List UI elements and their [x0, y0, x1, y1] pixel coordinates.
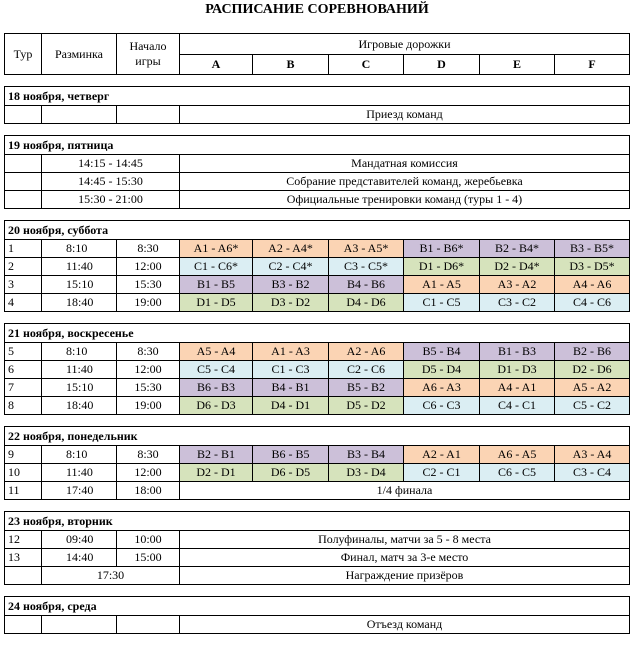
round-row: [5, 294, 630, 312]
tur-cell: [5, 155, 42, 173]
match-cell: D4 - D1: [253, 397, 329, 415]
time-range: 14:45 - 15:30: [42, 173, 180, 191]
event-row: [5, 531, 630, 549]
match-cell: D2 - D6: [555, 361, 630, 379]
page-title: РАСПИСАНИЕ СОРЕВНОВАНИЙ: [205, 2, 429, 17]
tur-cell: 7: [5, 379, 42, 397]
match-cell: B6 - B3: [180, 379, 253, 397]
tur-cell: 8: [5, 397, 42, 415]
warmup-time: 8:10: [42, 343, 117, 361]
event-row: [5, 155, 630, 173]
match-cell: A2 - A4*: [253, 240, 329, 258]
spacer-cell: [5, 500, 630, 512]
match-cell: D6 - D3: [180, 397, 253, 415]
match-cell: D3 - D4: [329, 464, 404, 482]
event-text: Награждение призёров: [180, 567, 630, 585]
day-label: 23 ноября, вторник: [5, 512, 630, 531]
match-cell: A6 - A3: [404, 379, 480, 397]
start-time: 12:00: [117, 258, 180, 276]
match-cell: B5 - B4: [404, 343, 480, 361]
start-time: 15:30: [117, 276, 180, 294]
round-row: [5, 258, 630, 276]
spacer-cell: [5, 75, 630, 87]
lane-b: B: [253, 55, 329, 75]
match-cell: C1 - C3: [253, 361, 329, 379]
round-row: [5, 343, 630, 361]
start-time: 12:00: [117, 361, 180, 379]
match-cell: D6 - D5: [253, 464, 329, 482]
event-row: [5, 191, 630, 209]
start-time: 19:00: [117, 397, 180, 415]
day-label: 24 ноября, среда: [5, 597, 630, 616]
warmup-time: 15:10: [42, 379, 117, 397]
match-cell: D2 - D1: [180, 464, 253, 482]
match-cell: D5 - D2: [329, 397, 404, 415]
tur-cell: [5, 567, 42, 585]
match-cell: D5 - D4: [404, 361, 480, 379]
match-cell: C2 - C6: [329, 361, 404, 379]
day-header-row: [5, 87, 630, 106]
tur-cell: 12: [5, 531, 42, 549]
tur-cell: [5, 191, 42, 209]
match-cell: C4 - C1: [480, 397, 555, 415]
warmup-time: 14:40: [42, 549, 117, 567]
warmup-time: 11:40: [42, 258, 117, 276]
warmup-time: 15:10: [42, 276, 117, 294]
event-row: [5, 549, 630, 567]
round-row: [5, 397, 630, 415]
match-cell: C6 - C5: [480, 464, 555, 482]
header-start-line1: Начало: [129, 39, 167, 53]
spacer-cell: [5, 209, 630, 221]
warmup-time: 18:40: [42, 294, 117, 312]
tur-cell: 11: [5, 482, 42, 500]
match-cell: D4 - D6: [329, 294, 404, 312]
match-cell: D3 - D2: [253, 294, 329, 312]
event-text: Официальные тренировки команд (туры 1 - 4): [180, 191, 630, 209]
time-range: 14:15 - 14:45: [42, 155, 180, 173]
day-label: 22 ноября, понедельник: [5, 427, 630, 446]
match-cell: B3 - B5*: [555, 240, 630, 258]
spacer-cell: [5, 585, 630, 597]
match-cell: D2 - D4*: [480, 258, 555, 276]
match-cell: C6 - C3: [404, 397, 480, 415]
day-header-row: [5, 512, 630, 531]
event-text: Отъезд команд: [180, 616, 630, 634]
day-header-row: [5, 597, 630, 616]
match-cell: C1 - C5: [404, 294, 480, 312]
start-time: 8:30: [117, 446, 180, 464]
match-cell: A3 - A5*: [329, 240, 404, 258]
event-row: [5, 482, 630, 500]
spacer-row: [5, 312, 630, 324]
event-text: Финал, матч за 3-е место: [180, 549, 630, 567]
event-row: [5, 567, 630, 585]
tur-cell: 2: [5, 258, 42, 276]
match-cell: C2 - C1: [404, 464, 480, 482]
tur-cell: 9: [5, 446, 42, 464]
round-row: [5, 446, 630, 464]
time-range: 17:30: [42, 567, 180, 585]
start-time: 15:00: [117, 549, 180, 567]
tur-cell: 10: [5, 464, 42, 482]
event-row: [5, 173, 630, 191]
spacer-cell: [5, 415, 630, 427]
match-cell: C5 - C4: [180, 361, 253, 379]
start-time: [117, 106, 180, 124]
time-range: 15:30 - 21:00: [42, 191, 180, 209]
spacer-row: [5, 209, 630, 221]
match-cell: A5 - A4: [180, 343, 253, 361]
warmup-time: [42, 616, 117, 634]
spacer-row: [5, 75, 630, 87]
event-text: Полуфиналы, матчи за 5 - 8 места: [180, 531, 630, 549]
match-cell: D3 - D5*: [555, 258, 630, 276]
tur-cell: 4: [5, 294, 42, 312]
spacer-row: [5, 124, 630, 136]
match-cell: C4 - C6: [555, 294, 630, 312]
match-cell: B4 - B1: [253, 379, 329, 397]
tur-cell: 6: [5, 361, 42, 379]
day-header-row: [5, 136, 630, 155]
match-cell: A3 - A4: [555, 446, 630, 464]
day-label: 18 ноября, четверг: [5, 87, 630, 106]
spacer-row: [5, 500, 630, 512]
lane-f: F: [555, 55, 630, 75]
spacer-row: [5, 415, 630, 427]
spacer-cell: [5, 124, 630, 136]
round-row: [5, 276, 630, 294]
warmup-time: 11:40: [42, 464, 117, 482]
match-cell: A5 - A2: [555, 379, 630, 397]
match-cell: B2 - B1: [180, 446, 253, 464]
match-cell: A1 - A5: [404, 276, 480, 294]
match-cell: B3 - B2: [253, 276, 329, 294]
tur-cell: 5: [5, 343, 42, 361]
lane-d: D: [404, 55, 480, 75]
warmup-time: 8:10: [42, 446, 117, 464]
warmup-time: 09:40: [42, 531, 117, 549]
tur-cell: [5, 106, 42, 124]
round-row: [5, 240, 630, 258]
match-cell: A2 - A6: [329, 343, 404, 361]
event-text: Мандатная комиссия: [180, 155, 630, 173]
warmup-time: 18:40: [42, 397, 117, 415]
day-header-row: [5, 324, 630, 343]
match-cell: C3 - C4: [555, 464, 630, 482]
round-row: [5, 464, 630, 482]
start-time: 10:00: [117, 531, 180, 549]
spacer-row: [5, 585, 630, 597]
day-header-row: [5, 221, 630, 240]
round-row: [5, 361, 630, 379]
match-cell: A3 - A2: [480, 276, 555, 294]
match-cell: C5 - C2: [555, 397, 630, 415]
warmup-time: 11:40: [42, 361, 117, 379]
match-cell: B1 - B5: [180, 276, 253, 294]
match-cell: B2 - B4*: [480, 240, 555, 258]
match-cell: A4 - A6: [555, 276, 630, 294]
lane-e: E: [480, 55, 555, 75]
match-cell: D1 - D5: [180, 294, 253, 312]
round-row: [5, 379, 630, 397]
match-cell: B2 - B6: [555, 343, 630, 361]
header-lanes: Игровые дорожки: [180, 34, 630, 55]
header-tur: Тур: [5, 34, 42, 75]
spacer-cell: [5, 312, 630, 324]
lane-a: A: [180, 55, 253, 75]
match-cell: C1 - C6*: [180, 258, 253, 276]
tur-cell: 13: [5, 549, 42, 567]
start-time: 8:30: [117, 343, 180, 361]
header-warmup: Разминка: [42, 34, 117, 75]
event-text: 1/4 финала: [180, 482, 630, 500]
tur-cell: 1: [5, 240, 42, 258]
start-time: 8:30: [117, 240, 180, 258]
match-cell: A1 - A6*: [180, 240, 253, 258]
match-cell: A2 - A1: [404, 446, 480, 464]
day-header-row: [5, 427, 630, 446]
match-cell: B1 - B3: [480, 343, 555, 361]
lane-c: C: [329, 55, 404, 75]
day-label: 21 ноября, воскресенье: [5, 324, 630, 343]
match-cell: C3 - C5*: [329, 258, 404, 276]
start-time: 12:00: [117, 464, 180, 482]
tur-cell: [5, 616, 42, 634]
tur-cell: 3: [5, 276, 42, 294]
header-start: [117, 34, 180, 75]
match-cell: C3 - C2: [480, 294, 555, 312]
match-cell: B3 - B4: [329, 446, 404, 464]
event-row: [5, 616, 630, 634]
tur-cell: [5, 173, 42, 191]
match-cell: A1 - A3: [253, 343, 329, 361]
warmup-time: 8:10: [42, 240, 117, 258]
header-start-line2: игры: [135, 54, 161, 68]
match-cell: D1 - D6*: [404, 258, 480, 276]
match-cell: B4 - B6: [329, 276, 404, 294]
match-cell: C2 - C4*: [253, 258, 329, 276]
match-cell: B6 - B5: [253, 446, 329, 464]
start-time: [117, 616, 180, 634]
match-cell: A4 - A1: [480, 379, 555, 397]
header-row: [5, 34, 630, 55]
start-time: 15:30: [117, 379, 180, 397]
start-time: 19:00: [117, 294, 180, 312]
match-cell: D1 - D3: [480, 361, 555, 379]
match-cell: B1 - B6*: [404, 240, 480, 258]
warmup-time: 17:40: [42, 482, 117, 500]
day-label: 20 ноября, суббота: [5, 221, 630, 240]
match-cell: A6 - A5: [480, 446, 555, 464]
event-text: Приезд команд: [180, 106, 630, 124]
start-time: 18:00: [117, 482, 180, 500]
event-text: Собрание представителей команд, жеребьевка: [180, 173, 630, 191]
match-cell: B5 - B2: [329, 379, 404, 397]
day-label: 19 ноября, пятница: [5, 136, 630, 155]
schedule-table: [4, 33, 630, 634]
warmup-time: [42, 106, 117, 124]
event-row: [5, 106, 630, 124]
